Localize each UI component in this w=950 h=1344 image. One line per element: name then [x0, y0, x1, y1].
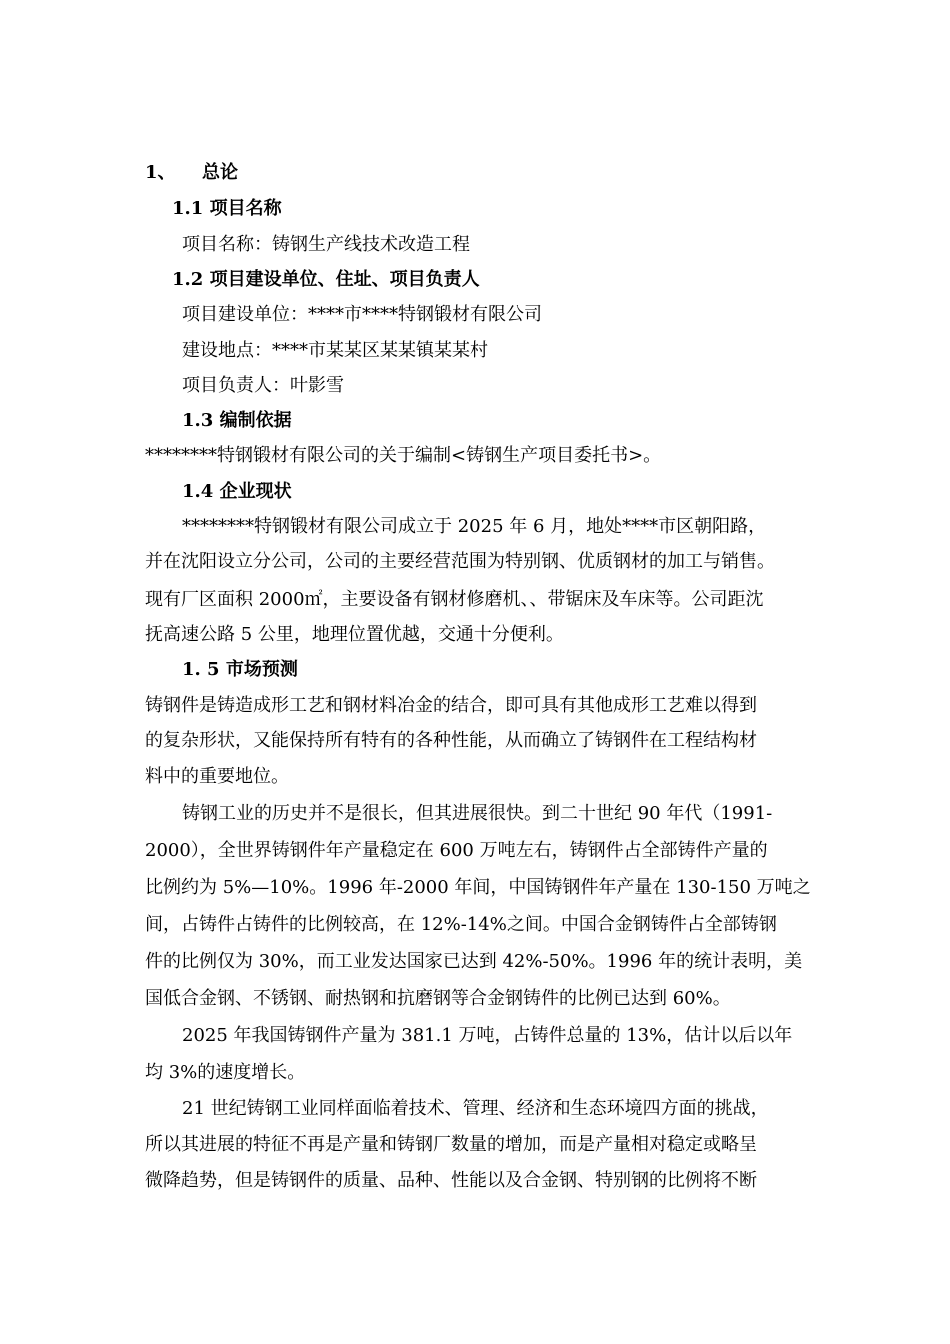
paragraph-line: 料中的重要地位。: [145, 766, 289, 787]
paragraph-line: 铸钢工业的历史并不是很长，但其进展很快。到二十世纪 90 年代（1991-: [182, 803, 773, 824]
paragraph-line: 并在沈阳设立分公司，公司的主要经营范围为特别钢、优质钢材的加工与销售。: [145, 551, 775, 572]
paragraph-line: 所以其进展的特征不再是产量和铸钢厂数量的增加，而是产量相对稳定或略呈: [145, 1134, 757, 1155]
paragraph-line: 微降趋势，但是铸钢件的质量、品种、性能以及合金钢、特别钢的比例将不断: [145, 1170, 757, 1191]
paragraph-line: 2025 年我国铸钢件产量为 381.1 万吨，占铸件总量的 13%，估计以后以年: [182, 1025, 793, 1046]
project-name-line: 项目名称：铸钢生产线技术改造工程: [182, 234, 470, 255]
paragraph-line: 间，占铸件占铸件的比例较高，在 12%-14%之间。中国合金钢铸件占全部铸钢: [145, 914, 777, 935]
chapter-title: 总论: [202, 162, 238, 183]
paragraph-line: 的复杂形状，又能保持所有特有的各种性能，从而确立了铸钢件在工程结构材: [145, 730, 757, 751]
construction-site-line: 建设地点：****市某某区某某镇某某村: [182, 340, 488, 361]
section-heading-1-5: 1. 5 市场预测: [182, 659, 298, 680]
paragraph-line: 铸钢件是铸造成形工艺和钢材料冶金的结合，即可具有其他成形工艺难以得到: [145, 695, 757, 716]
chapter-number: 1、: [145, 162, 176, 183]
paragraph-line: 件的比例仅为 30%，而工业发达国家已达到 42%-50%。1996 年的统计表明，美: [145, 951, 803, 972]
compilation-basis-line: ********特钢锻材有限公司的关于编制<铸钢生产项目委托书>。: [145, 445, 662, 466]
section-heading-1-4: 1.4 企业现状: [182, 481, 292, 502]
paragraph-line: 2000），全世界铸钢件年产量稳定在 600 万吨左右，铸钢件占全部铸件产量的: [145, 840, 768, 861]
paragraph-line: 现有厂区面积 2000㎡，主要设备有钢材修磨机、、带锯床及车床等。公司距沈: [145, 589, 764, 610]
paragraph-line: 21 世纪铸钢工业同样面临着技术、管理、经济和生态环境四方面的挑战，: [182, 1098, 769, 1119]
construction-unit-line: 项目建设单位：****市****特钢锻材有限公司: [182, 304, 542, 325]
section-heading-1-2: 1.2 项目建设单位、住址、项目负责人: [172, 269, 480, 290]
paragraph-line: ********特钢锻材有限公司成立于 2025 年 6 月，地处****市区朝阳路，: [182, 516, 767, 537]
section-heading-1-3: 1.3 编制依据: [182, 410, 292, 431]
project-leader-line: 项目负责人：叶影雪: [182, 375, 344, 396]
paragraph-line: 抚高速公路 5 公里，地理位置优越，交通十分便利。: [145, 624, 564, 645]
paragraph-line: 均 3%的速度增长。: [145, 1062, 306, 1083]
paragraph-line: 比例约为 5%—10%。1996 年-2000 年间，中国铸钢件年产量在 130-150 万吨之: [145, 877, 811, 898]
paragraph-line: 国低合金钢、不锈钢、耐热钢和抗磨钢等合金钢铸件的比例已达到 60%。: [145, 988, 731, 1009]
section-heading-1-1: 1.1 项目名称: [172, 198, 282, 219]
